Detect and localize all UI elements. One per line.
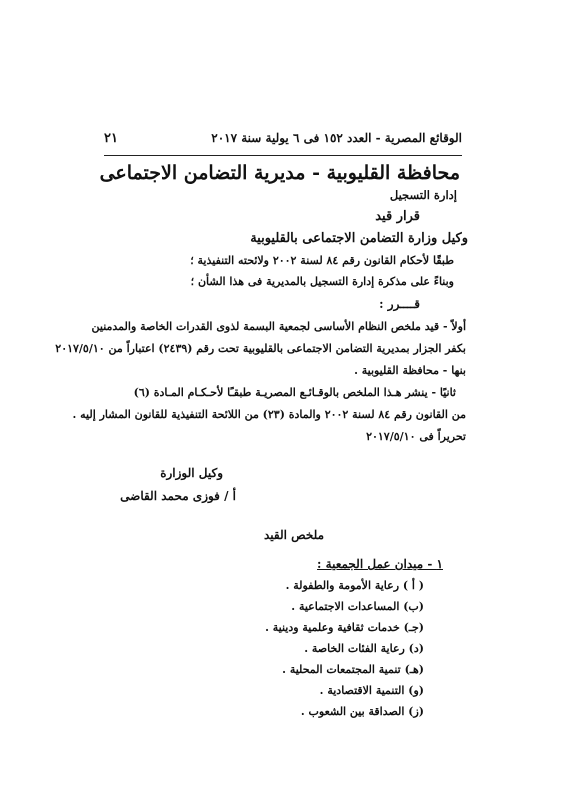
summary-heading: ملخص القيد bbox=[263, 528, 324, 542]
field-item: (جـ) خدمات ثقافية وعلمية ودينية . bbox=[265, 621, 424, 634]
basis-line: طبقًا لأحكام القانون رقم ٨٤ لسنة ٢٠٠٢ ولائحته التنفيذية ؛ bbox=[190, 254, 454, 267]
field-item: (هـ) تنمية المجتمعات المحلية . bbox=[282, 663, 424, 676]
decision-title: قرار قيد bbox=[375, 209, 420, 224]
header-divider bbox=[104, 155, 462, 156]
second-clause-line: من القانون رقم ٨٤ لسنة ٢٠٠٢ والمادة (٢٣) من اللائحة التنفيذية للقانون المشار إليه . bbox=[72, 408, 466, 421]
basis-line: وبناءً على مذكرة إدارة التسجيل بالمديرية فى هذا الشأن ؛ bbox=[190, 275, 454, 288]
issue-date: تحريراً فى ٢٠١٧/٥/١٠ bbox=[366, 430, 466, 443]
header-title: الوقائع المصرية - العدد ١٥٢ فى ٦ يولية سنة ٢٠١٧ bbox=[211, 131, 462, 145]
second-clause-line: ثانيًا - ينشر هـذا الملخص بالوقـائـع المصريـة طبقـًا لأحـكـام المـادة (٦) bbox=[133, 386, 456, 399]
first-clause-line: أولاً - قيد ملخص النظام الأساسى لجمعية البسمة لذوى القدرات الخاصة والمدمنين bbox=[91, 320, 466, 333]
main-title: محافظة القليوبية - مديرية التضامن الاجتماعى bbox=[99, 162, 460, 184]
page-number: ٢١ bbox=[104, 131, 118, 146]
issuer-title: وكيل وزارة التضامن الاجتماعى بالقليوبية bbox=[250, 231, 468, 246]
department-label: إدارة التسجيل bbox=[389, 188, 457, 202]
field-item: (و) التنمية الاقتصادية . bbox=[319, 684, 424, 697]
field-heading: ١ - ميدان عمل الجمعية : bbox=[317, 557, 443, 571]
field-item: (د) رعاية الفئات الخاصة . bbox=[304, 642, 424, 655]
first-clause-line: بنها - محافظة القليوبية . bbox=[354, 364, 466, 377]
field-item: (ب) المساعدات الاجتماعية . bbox=[291, 600, 424, 613]
field-item: (ز) الصداقة بين الشعوب . bbox=[300, 705, 424, 718]
decides-heading: قــــرر : bbox=[379, 297, 420, 311]
first-clause-line: بكفر الجزار بمديرية التضامن الاجتماعى بالقليوبية تحت رقم (٢٤٣٩) اعتباراً من ٢٠١٧/٥/١٠ bbox=[55, 342, 466, 355]
signatory-title: وكيل الوزارة bbox=[160, 466, 223, 480]
signatory-name: أ / فوزى محمد القاضى bbox=[120, 489, 236, 503]
field-item: ( أ ) رعاية الأمومة والطفولة . bbox=[285, 579, 424, 592]
